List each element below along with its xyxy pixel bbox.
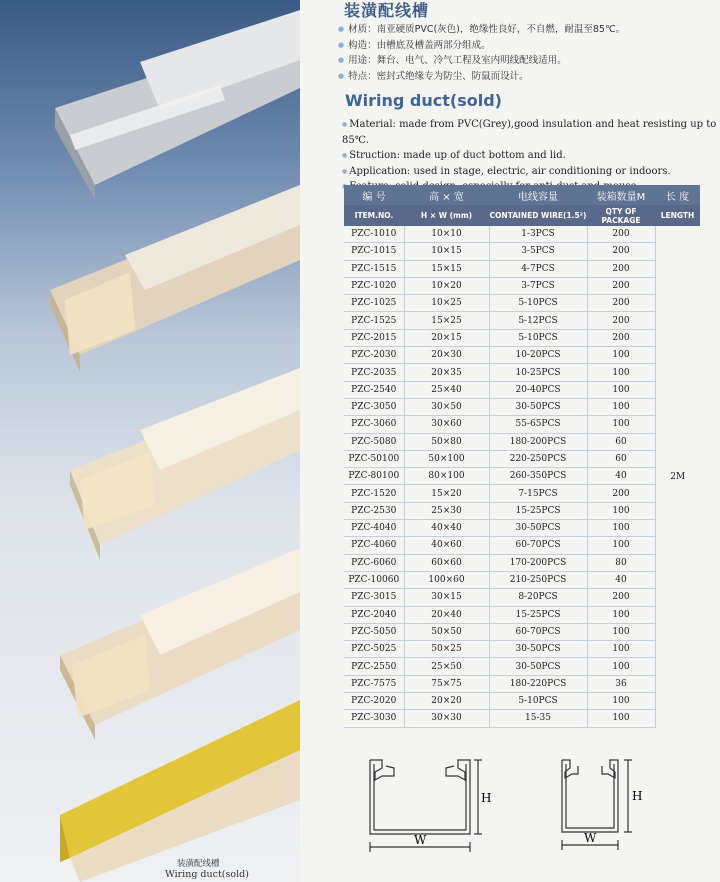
spec-table: [344, 185, 700, 728]
cell-wire: 10-25PCS: [489, 364, 587, 381]
duct-tape-image: [60, 700, 300, 882]
table-row: [344, 416, 700, 433]
table-row: [344, 606, 700, 623]
cell-size: 25×30: [404, 502, 489, 519]
cell-size: 20×40: [404, 606, 489, 623]
table-row: [344, 641, 700, 658]
cell-wire: 210-250PCS: [489, 571, 587, 588]
cell-qty: 100: [587, 623, 655, 640]
cell-size: 15×25: [404, 312, 489, 329]
cell-size: 50×50: [404, 623, 489, 640]
cell-size: 25×50: [404, 658, 489, 675]
cell-item-no: PZC-3030: [344, 710, 404, 727]
table-row: [344, 329, 700, 346]
header-item-no-cn: 编 号: [344, 185, 404, 205]
table-row: [344, 520, 700, 537]
cell-item-no: PZC-2530: [344, 502, 404, 519]
cell-item-no: PZC-10060: [344, 571, 404, 588]
cell-wire: 3-7PCS: [489, 277, 587, 294]
cell-wire: 220-250PCS: [489, 450, 587, 467]
cell-size: 50×80: [404, 433, 489, 450]
cell-wire: 60-70PCS: [489, 537, 587, 554]
cell-size: 10×25: [404, 295, 489, 312]
table-row: [344, 381, 700, 398]
cell-qty: 100: [587, 416, 655, 433]
header-size-cn: 高 × 宽: [404, 185, 489, 205]
cell-wire: 15-25PCS: [489, 502, 587, 519]
cell-qty: 100: [587, 347, 655, 364]
cell-qty: 200: [587, 329, 655, 346]
cell-qty: 100: [587, 693, 655, 710]
cell-wire: 55-65PCS: [489, 416, 587, 433]
cell-item-no: PZC-2030: [344, 347, 404, 364]
cell-item-no: PZC-5050: [344, 623, 404, 640]
cell-size: 80×100: [404, 468, 489, 485]
cell-item-no: PZC-1015: [344, 243, 404, 260]
cross-section-right: [562, 760, 632, 850]
table-row: [344, 571, 700, 588]
cell-size: 60×60: [404, 554, 489, 571]
table-row: [344, 658, 700, 675]
table-row: [344, 364, 700, 381]
cell-item-no: PZC-1520: [344, 485, 404, 502]
description-en-line: ● Application: used in stage, electric, air conditioning or indoors.: [342, 164, 720, 180]
cell-wire: 5-12PCS: [489, 312, 587, 329]
cell-size: 50×25: [404, 641, 489, 658]
table-row: [344, 295, 700, 312]
table-row: [344, 312, 700, 329]
cell-size: 10×20: [404, 277, 489, 294]
header-size-en: H × W (mm): [404, 205, 489, 226]
cell-qty: 200: [587, 277, 655, 294]
cell-item-no: PZC-2550: [344, 658, 404, 675]
cell-wire: 8-20PCS: [489, 589, 587, 606]
cell-item-no: PZC-5025: [344, 641, 404, 658]
cell-wire: 260-350PCS: [489, 468, 587, 485]
cell-qty: 100: [587, 398, 655, 415]
cell-qty: 36: [587, 675, 655, 692]
table-row: [344, 226, 700, 243]
table-row: [344, 260, 700, 277]
cell-item-no: PZC-4060: [344, 537, 404, 554]
description-en: [342, 117, 720, 195]
cell-qty: 200: [587, 312, 655, 329]
cell-qty: 100: [587, 364, 655, 381]
header-length-cn: 长 度: [655, 185, 700, 205]
cell-qty: 100: [587, 520, 655, 537]
cell-wire: 5-10PCS: [489, 693, 587, 710]
cell-size: 30×30: [404, 710, 489, 727]
table-row: [344, 693, 700, 710]
cell-wire: 60-70PCS: [489, 623, 587, 640]
dimension-h-left: H: [481, 791, 492, 805]
cell-qty: 200: [587, 485, 655, 502]
heading-en: Wiring duct(sold): [345, 91, 502, 110]
table-row: [344, 554, 700, 571]
cell-wire: 1-3PCS: [489, 226, 587, 243]
description-cn-line: ● 用途：舞台、电气、冷气工程及室内明线配线适用。: [338, 53, 625, 69]
cell-item-no: PZC-2035: [344, 364, 404, 381]
cell-wire: 30-50PCS: [489, 520, 587, 537]
cell-item-no: PZC-1010: [344, 226, 404, 243]
table-row: [344, 502, 700, 519]
cell-size: 15×15: [404, 260, 489, 277]
cell-qty: 100: [587, 710, 655, 727]
table-row: [344, 243, 700, 260]
table-row: [344, 398, 700, 415]
heading-cn: 装潢配线槽: [344, 1, 430, 20]
table-row: [344, 623, 700, 640]
cell-qty: 100: [587, 641, 655, 658]
table-row: [344, 485, 700, 502]
description-cn-line: ● 材质：南亚硬质PVC(灰色)，绝缘性良好，不自燃，耐温至85℃。: [338, 22, 625, 38]
table-row: [344, 347, 700, 364]
cell-qty: 200: [587, 295, 655, 312]
cell-qty: 100: [587, 537, 655, 554]
duct-beige-1-image: [50, 185, 300, 372]
header-qty-en: QTY OF PACKAGE: [587, 205, 655, 226]
cell-item-no: PZC-80100: [344, 468, 404, 485]
duct-photo-illustration: [0, 0, 300, 882]
cell-wire: 7-15PCS: [489, 485, 587, 502]
cell-item-no: PZC-50100: [344, 450, 404, 467]
table-row: [344, 589, 700, 606]
spec-table-body: [344, 226, 700, 727]
cell-wire: 15-25PCS: [489, 606, 587, 623]
cross-section-drawings: [350, 752, 680, 862]
cell-size: 40×40: [404, 520, 489, 537]
cell-qty: 200: [587, 243, 655, 260]
cell-qty: 60: [587, 450, 655, 467]
cell-qty: 100: [587, 381, 655, 398]
header-wire-en: CONTAINED WIRE(1.5²): [489, 205, 587, 226]
cell-wire: 5-10PCS: [489, 329, 587, 346]
cell-qty: 60: [587, 433, 655, 450]
cell-qty: 40: [587, 571, 655, 588]
cell-wire: 180-200PCS: [489, 433, 587, 450]
cell-size: 30×50: [404, 398, 489, 415]
cell-qty: 200: [587, 589, 655, 606]
cell-item-no: PZC-1525: [344, 312, 404, 329]
cell-item-no: PZC-3015: [344, 589, 404, 606]
cell-size: 20×30: [404, 347, 489, 364]
cell-size: 30×15: [404, 589, 489, 606]
header-wire-cn: 电线容量: [489, 185, 587, 205]
cell-qty: 200: [587, 226, 655, 243]
description-en-line: ● Struction: made up of duct bottom and lid.: [342, 148, 720, 164]
caption-en: Wiring duct(sold): [165, 869, 249, 880]
table-row: [344, 537, 700, 554]
cell-wire: 15-35: [489, 710, 587, 727]
cell-item-no: PZC-2020: [344, 693, 404, 710]
cell-item-no: PZC-2540: [344, 381, 404, 398]
cell-wire: 30-50PCS: [489, 641, 587, 658]
cell-item-no: PZC-3060: [344, 416, 404, 433]
cell-length: 2M: [655, 226, 700, 727]
cell-wire: 30-50PCS: [489, 658, 587, 675]
cell-wire: 5-10PCS: [489, 295, 587, 312]
duct-cream-2-image: [60, 548, 300, 740]
cell-size: 20×15: [404, 329, 489, 346]
dimension-w-left: W: [414, 833, 427, 847]
cell-wire: 170-200PCS: [489, 554, 587, 571]
table-row: [344, 433, 700, 450]
table-row: [344, 710, 700, 727]
cell-item-no: PZC-1515: [344, 260, 404, 277]
cell-wire: 30-50PCS: [489, 398, 587, 415]
product-photo: [0, 0, 300, 882]
table-row: [344, 277, 700, 294]
cell-qty: 100: [587, 502, 655, 519]
description-cn: [338, 22, 625, 84]
cell-wire: 20-40PCS: [489, 381, 587, 398]
cell-item-no: PZC-3050: [344, 398, 404, 415]
header-item-no-en: ITEM.NO.: [344, 205, 404, 226]
cell-size: 15×20: [404, 485, 489, 502]
description-cn-line: ● 构造：由槽底及槽盖两部分组成。: [338, 38, 625, 54]
cell-wire: 3-5PCS: [489, 243, 587, 260]
cell-qty: 200: [587, 260, 655, 277]
cell-wire: 10-20PCS: [489, 347, 587, 364]
dimension-h-right: H: [632, 789, 643, 803]
cell-item-no: PZC-2015: [344, 329, 404, 346]
cell-size: 100×60: [404, 571, 489, 588]
table-row: [344, 675, 700, 692]
cell-qty: 40: [587, 468, 655, 485]
dimension-w-right: W: [584, 831, 597, 845]
cell-size: 40×60: [404, 537, 489, 554]
caption-cn: 装潢配线槽: [177, 859, 220, 869]
cell-item-no: PZC-7575: [344, 675, 404, 692]
cell-size: 10×15: [404, 243, 489, 260]
cell-item-no: PZC-4040: [344, 520, 404, 537]
cell-size: 20×35: [404, 364, 489, 381]
cell-wire: 4-7PCS: [489, 260, 587, 277]
cell-qty: 100: [587, 606, 655, 623]
description-cn-line: ● 特点：密封式绝缘专为防尘、防鼠而设计。: [338, 69, 625, 85]
duct-grey-image: [55, 10, 300, 200]
header-length-en: LENGTH: [655, 205, 700, 226]
cell-size: 10×10: [404, 226, 489, 243]
table-row: [344, 468, 700, 485]
cell-size: 20×20: [404, 693, 489, 710]
description-en-line: ● Material: made from PVC(Grey),good insulation and heat resisting up to 85℃.: [342, 117, 720, 148]
cell-item-no: PZC-2040: [344, 606, 404, 623]
cell-item-no: PZC-1020: [344, 277, 404, 294]
header-qty-cn: 装箱数量M: [587, 185, 655, 205]
table-row: [344, 450, 700, 467]
cell-size: 25×40: [404, 381, 489, 398]
cell-item-no: PZC-1025: [344, 295, 404, 312]
info-column: [300, 0, 720, 882]
cell-qty: 80: [587, 554, 655, 571]
table-header-en-row: [344, 205, 700, 226]
table-header-cn-row: [344, 185, 700, 205]
cell-qty: 100: [587, 658, 655, 675]
cell-size: 50×100: [404, 450, 489, 467]
cell-item-no: PZC-6060: [344, 554, 404, 571]
cell-size: 30×60: [404, 416, 489, 433]
cell-wire: 180-220PCS: [489, 675, 587, 692]
duct-cream-1-image: [70, 368, 300, 560]
cell-item-no: PZC-5080: [344, 433, 404, 450]
cell-size: 75×75: [404, 675, 489, 692]
